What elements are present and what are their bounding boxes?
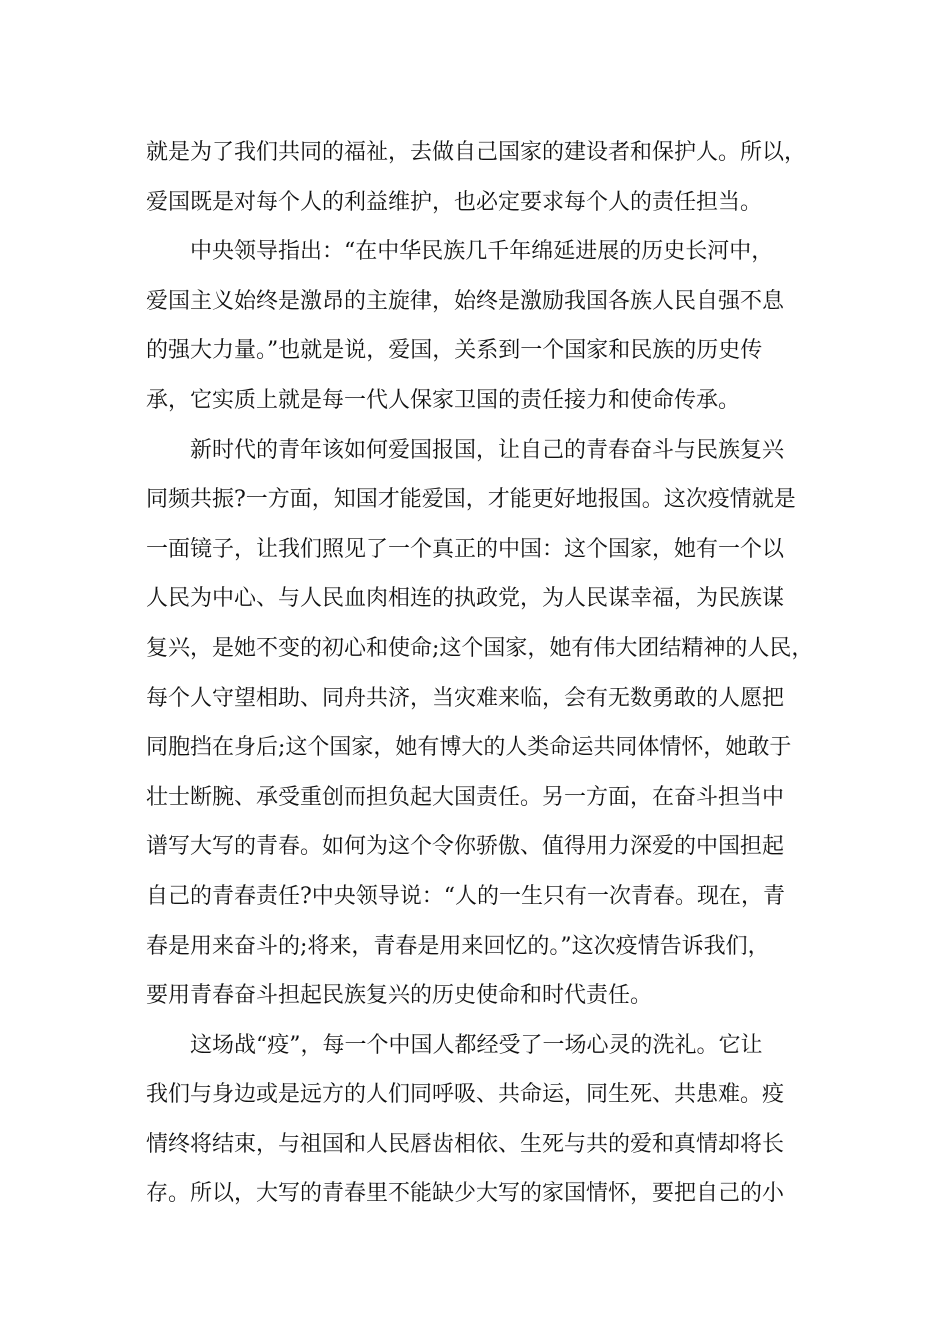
text-line: 的强大力量。”也就是说，爱国，关系到一个国家和民族的历史传 xyxy=(146,338,763,364)
text-line: 壮士断腕、承受重创而担负起大国责任。另一方面，在奋斗担当中 xyxy=(146,784,785,810)
text-line: 情终将结束，与祖国和人民唇齿相依、生死与共的爱和真情却将长 xyxy=(146,1131,785,1157)
text-line: 爱国主义始终是激昂的主旋律，始终是激励我国各族人民自强不息 xyxy=(146,288,785,314)
paragraph-start-line: 新时代的青年该如何爱国报国，让自己的青春奋斗与民族复兴 xyxy=(190,437,785,463)
text-line: 就是为了我们共同的福祉，去做自己国家的建设者和保护人。所以， xyxy=(146,140,807,165)
text-line: 复兴，是她不变的初心和使命;这个国家，她有伟大团结精神的人民， xyxy=(146,635,814,661)
text-line: 我们与身边或是远方的人们同呼吸、共命运，同生死、共患难。疫 xyxy=(146,1082,785,1108)
text-line: 爱国既是对每个人的利益维护，也必定要求每个人的责任担当。 xyxy=(146,189,763,215)
text-line: 同胞挡在身后;这个国家，她有博大的人类命运共同体情怀，她敢于 xyxy=(146,735,792,761)
text-line: 谱写大写的青春。如何为这个令你骄傲、值得用力深爱的中国担起 xyxy=(146,834,785,860)
paragraph-start-line: 中央领导指出：“在中华民族几千年绵延进展的历史长河中， xyxy=(190,239,774,265)
paragraph-start-line: 这场战“疫”，每一个中国人都经受了一场心灵的洗礼。它让 xyxy=(190,1032,763,1058)
text-line: 一面镜子，让我们照见了一个真正的中国：这个国家，她有一个以 xyxy=(146,536,785,562)
text-line: 自己的青春责任?中央领导说：“人的一生只有一次青春。现在，青 xyxy=(146,883,786,909)
text-line: 春是用来奋斗的;将来，青春是用来回忆的。”这次疫情告诉我们， xyxy=(146,933,770,959)
text-line: 要用青春奋斗担起民族复兴的历史使命和时代责任。 xyxy=(146,983,653,1009)
text-line: 每个人守望相助、同舟共济，当灾难来临，会有无数勇敢的人愿把 xyxy=(146,685,785,711)
body-text xyxy=(146,128,826,1219)
text-line: 承，它实质上就是每一代人保家卫国的责任接力和使命传承。 xyxy=(146,387,741,413)
text-line: 人民为中心、与人民血肉相连的执政党，为人民谋幸福，为民族谋 xyxy=(146,586,785,612)
text-line: 存。所以，大写的青春里不能缺少大写的家国情怀，要把自己的小 xyxy=(146,1181,785,1207)
text-line: 同频共振?一方面，知国才能爱国，才能更好地报国。这次疫情就是 xyxy=(146,487,796,513)
